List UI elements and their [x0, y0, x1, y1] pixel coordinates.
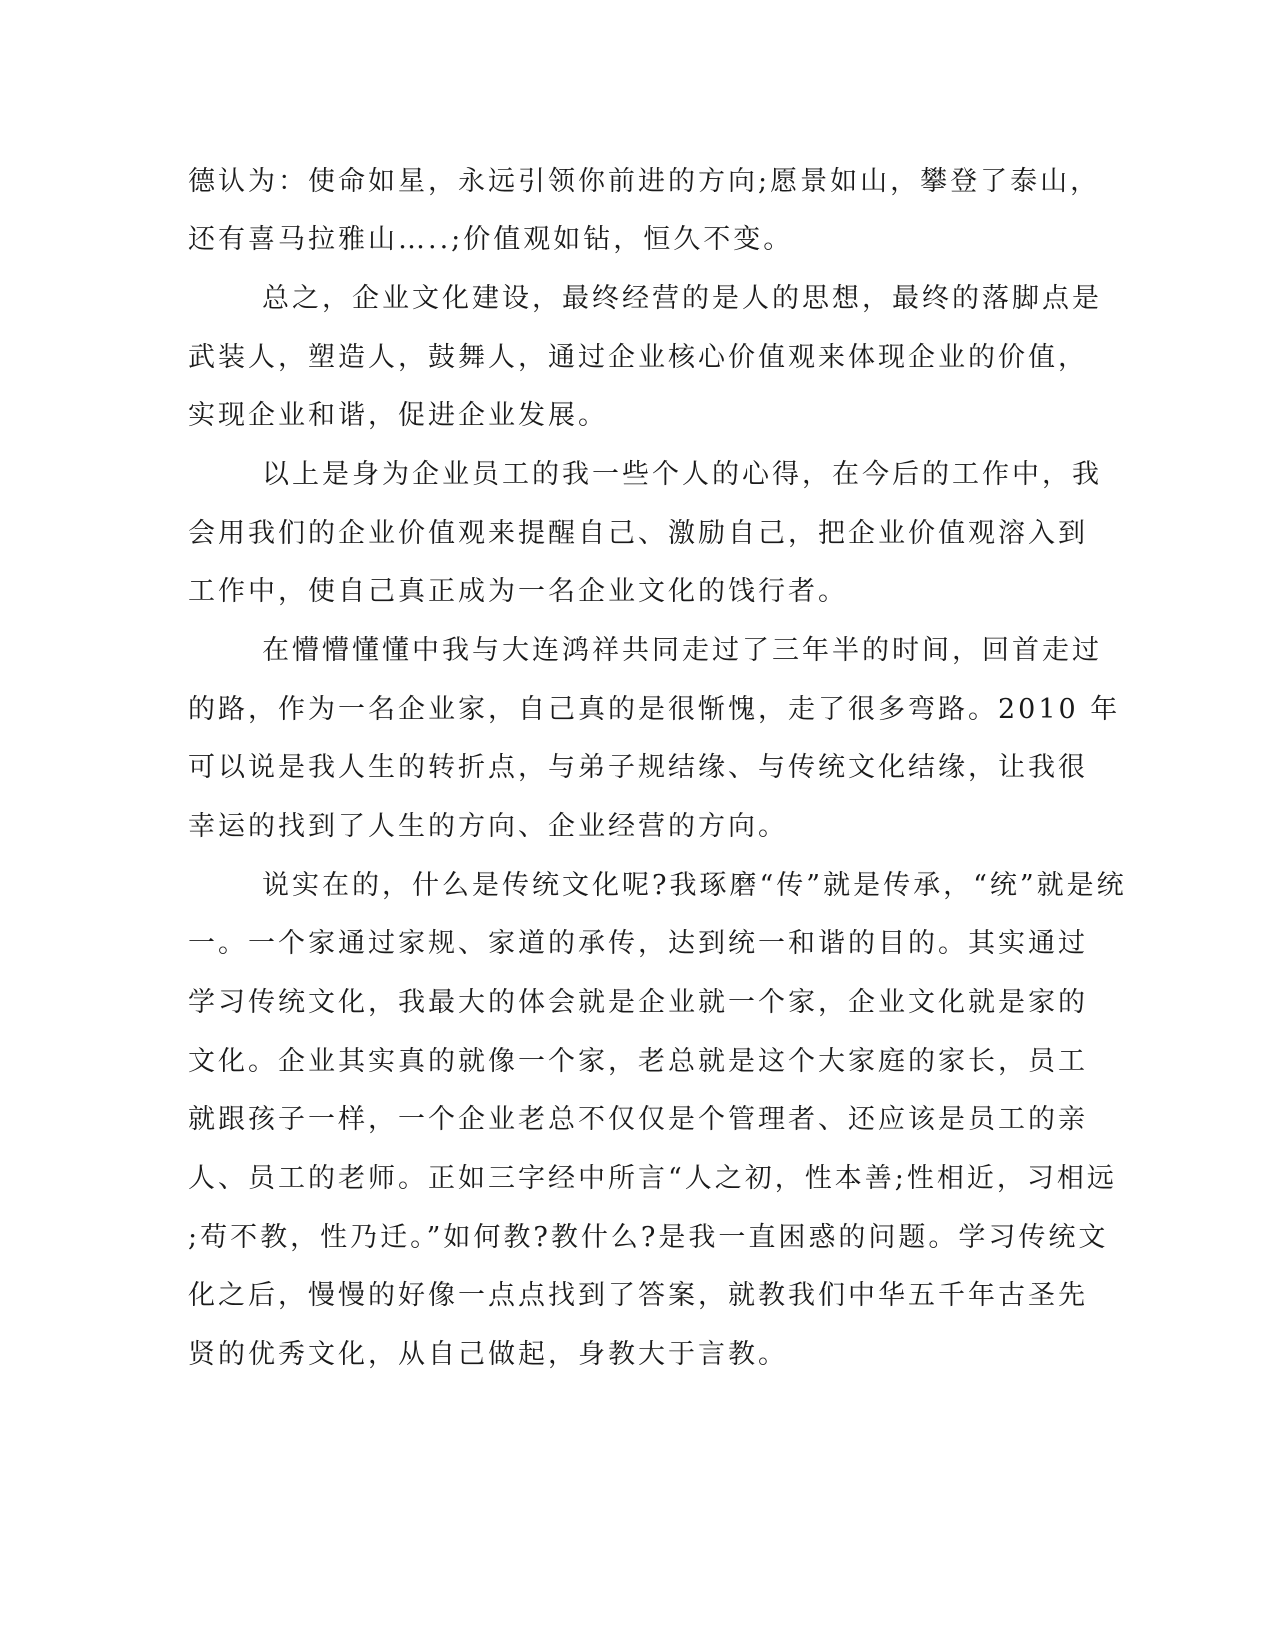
text-line: 的路，作为一名企业家，自己真的是很惭愧，走了很多弯路。2010 年 [188, 694, 1121, 725]
paragraph-first-line: 在懵懵懂懂中我与大连鸿祥共同走过了三年半的时间，回首走过 [262, 635, 1102, 666]
text-line: 一。一个家通过家规、家道的承传，达到统一和谐的目的。其实通过 [188, 928, 1088, 959]
text-line: 幸运的找到了人生的方向、企业经营的方向。 [188, 811, 788, 842]
paragraph-first-line: 以上是身为企业员工的我一些个人的心得，在今后的工作中，我 [262, 459, 1102, 490]
text-line: 人、员工的老师。正如三字经中所言“人之初，性本善;性相近，习相远 [188, 1163, 1117, 1194]
text-line: 可以说是我人生的转折点，与弟子规结缘、与传统文化结缘，让我很 [188, 752, 1088, 783]
text-line: 工作中，使自己真正成为一名企业文化的饯行者。 [188, 576, 848, 607]
text-line: 贤的优秀文化，从自己做起，身教大于言教。 [188, 1339, 788, 1370]
text-line: 文化。企业其实真的就像一个家，老总就是这个大家庭的家长，员工 [188, 1046, 1088, 1077]
text-line: 会用我们的企业价值观来提醒自己、激励自己，把企业价值观溶入到 [188, 518, 1088, 549]
text-line: 实现企业和谐，促进企业发展。 [188, 400, 608, 431]
paragraph-first-line: 说实在的，什么是传统文化呢?我琢磨“传”就是传承，“统”就是统 [262, 870, 1127, 901]
text-line: 德认为：使命如星，永远引领你前进的方向;愿景如山，攀登了泰山， [188, 166, 1101, 197]
text-line: 就跟孩子一样，一个企业老总不仅仅是个管理者、还应该是员工的亲 [188, 1104, 1088, 1135]
paragraph-first-line: 总之，企业文化建设，最终经营的是人的思想，最终的落脚点是 [262, 283, 1102, 314]
text-line: 学习传统文化，我最大的体会就是企业就一个家，企业文化就是家的 [188, 987, 1088, 1018]
text-line: 武装人，塑造人，鼓舞人，通过企业核心价值观来体现企业的价值， [188, 342, 1088, 373]
text-line: 还有喜马拉雅山…..;价值观如钻，恒久不变。 [188, 224, 794, 255]
text-line: ;苟不教，性乃迁。”如何教?教什么?是我一直困惑的问题。学习传统文 [188, 1222, 1109, 1253]
text-line: 化之后，慢慢的好像一点点找到了答案，就教我们中华五千年古圣先 [188, 1280, 1088, 1311]
